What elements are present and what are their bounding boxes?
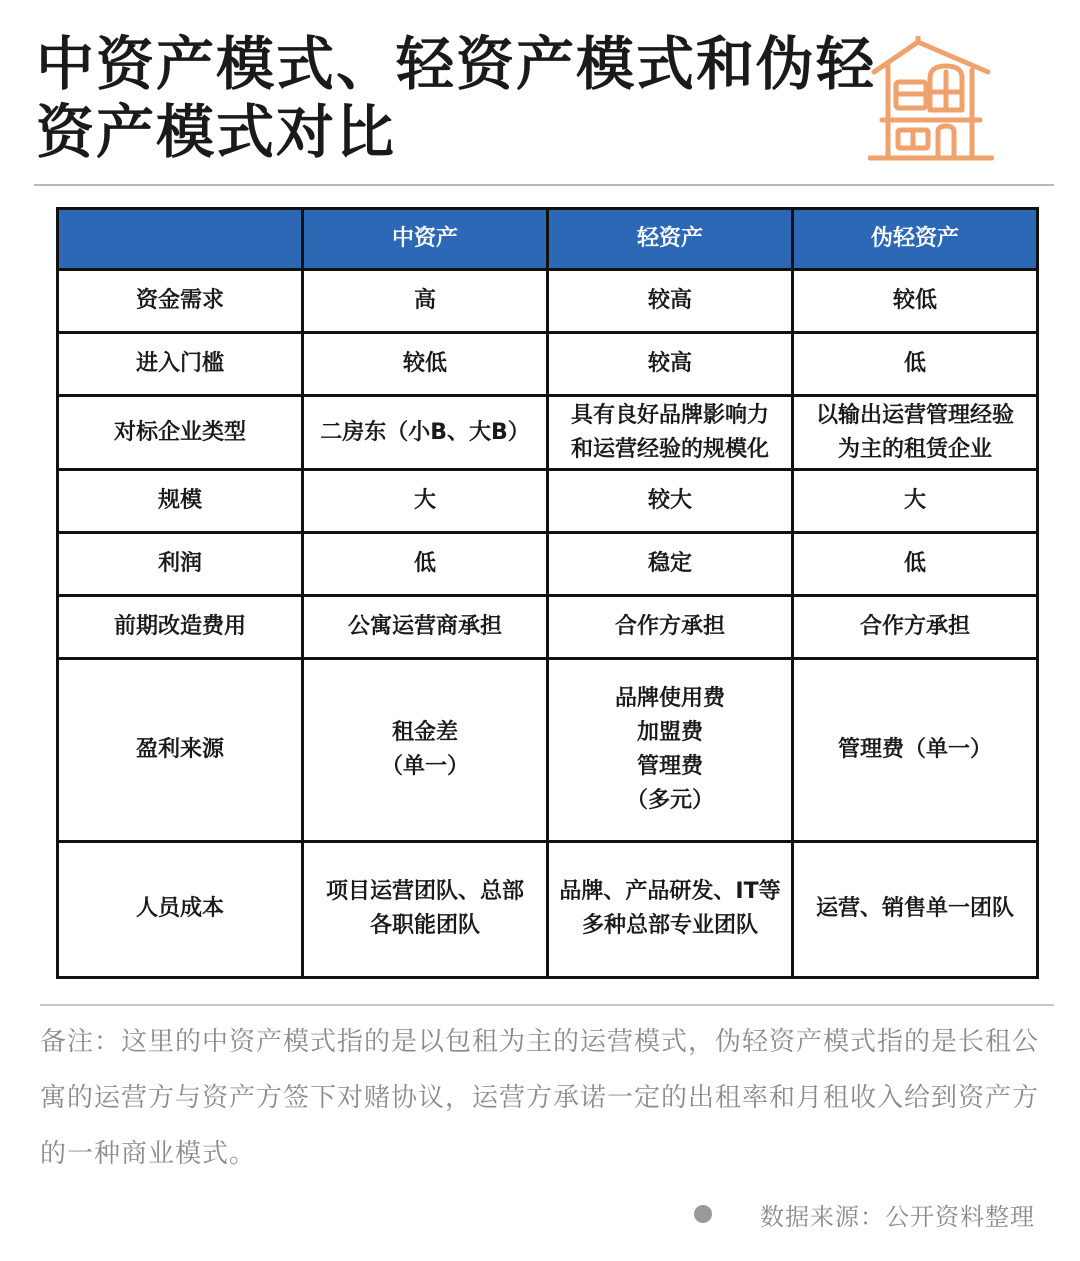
row-label: 前期改造费用 (58, 595, 303, 658)
table-cell: 较高 (548, 270, 793, 333)
table-cell: 低 (793, 333, 1038, 396)
row-label: 盈利来源 (58, 659, 303, 841)
page-title-line-1: 中资产模式、轻资产模式和伪轻 (36, 30, 877, 98)
table-row (58, 659, 1038, 841)
table-row (58, 469, 1038, 532)
bullet-dot-icon (694, 1205, 712, 1223)
table-cell: 租金差 （单一） (303, 659, 548, 841)
table-row (58, 532, 1038, 595)
header-cell-empty (58, 209, 303, 270)
table-cell: 合作方承担 (548, 595, 793, 658)
page-title (36, 30, 877, 166)
table-cell: 低 (793, 532, 1038, 595)
source-line (694, 1196, 1035, 1232)
table-row (58, 270, 1038, 333)
table-cell: 运营、销售单一团队 (793, 841, 1038, 977)
table-cell: 品牌使用费 加盟费 管理费 （多元） (548, 659, 793, 841)
source-text: 数据来源：公开资料整理 (760, 1202, 1035, 1231)
row-label: 利润 (58, 532, 303, 595)
table-cell: 较低 (793, 270, 1038, 333)
house-icon (868, 36, 994, 164)
table-row (58, 595, 1038, 658)
page-title-line-2: 资产模式对比 (36, 98, 397, 166)
row-label: 规模 (58, 469, 303, 532)
table-header-row (58, 209, 1038, 270)
table-row (58, 841, 1038, 977)
table-cell: 较高 (548, 333, 793, 396)
table-cell: 大 (793, 469, 1038, 532)
note-divider (40, 1004, 1054, 1006)
title-divider (34, 184, 1054, 186)
table-cell: 较低 (303, 333, 548, 396)
table-cell: 项目运营团队、总部 各职能团队 (303, 841, 548, 977)
table-cell: 管理费（单一） (793, 659, 1038, 841)
row-label: 进入门槛 (58, 333, 303, 396)
table-row (58, 333, 1038, 396)
header-cell-medium-asset: 中资产 (303, 209, 548, 270)
row-label: 人员成本 (58, 841, 303, 977)
header-cell-pseudo-light-asset: 伪轻资产 (793, 209, 1038, 270)
table-cell: 公寓运营商承担 (303, 595, 548, 658)
header-cell-light-asset: 轻资产 (548, 209, 793, 270)
table-cell: 合作方承担 (793, 595, 1038, 658)
table-cell: 大 (303, 469, 548, 532)
table-cell: 品牌、产品研发、IT等 多种总部专业团队 (548, 841, 793, 977)
table-cell: 较大 (548, 469, 793, 532)
row-label: 对标企业类型 (58, 396, 303, 469)
row-label: 资金需求 (58, 270, 303, 333)
table-cell: 稳定 (548, 532, 793, 595)
table-cell: 具有良好品牌影响力 和运营经验的规模化 (548, 396, 793, 469)
table-cell: 高 (303, 270, 548, 333)
comparison-table (56, 207, 1039, 979)
table-cell: 二房东（小B、大B） (303, 396, 548, 469)
table-row (58, 396, 1038, 469)
table-cell: 以输出运营管理经验 为主的租赁企业 (793, 396, 1038, 469)
footnote: 备注：这里的中资产模式指的是以包租为主的运营模式，伪轻资产模式指的是长租公寓的运营方与资产方签下对赌协议，运营方承诺一定的出租率和月租收入给到资产方的一种商业模式。 (40, 1027, 1040, 1169)
table-cell: 低 (303, 532, 548, 595)
